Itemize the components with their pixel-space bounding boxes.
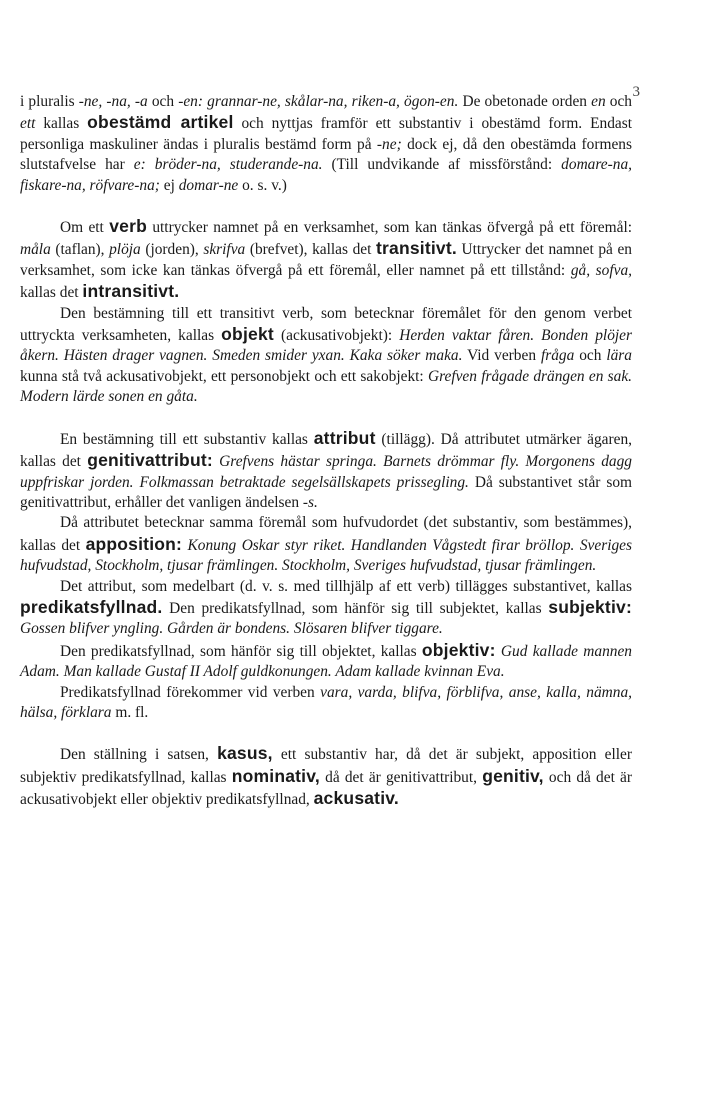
text-run: kallas — [35, 115, 88, 133]
grammar-term: objekt — [221, 324, 274, 345]
grammar-term: subjektiv: — [548, 596, 632, 617]
example-text: vara, varda, blifva, förblifva, anse, kalla, nämna, hälsa, förklara — [20, 683, 632, 721]
grammar-term: genitiv, — [482, 765, 544, 786]
text-run: De obetonade orden — [458, 93, 592, 110]
text-run: Vid verben — [462, 347, 541, 365]
example-text: Grefvens hästar springa. Barnets drömmar fly. Morgonens dagg uppfriskar jorden. Folkmassan betraktade segelsällskapets prissegling. — [20, 453, 632, 491]
text-run: (ackusativobjekt): — [273, 327, 400, 345]
text-run: och — [147, 93, 179, 110]
paragraph — [20, 92, 632, 196]
text-run: och — [605, 93, 633, 110]
example-text: -ne, -na, -a — [78, 93, 148, 110]
text-run: Det attribut, som medelbart (d. v. s. med tillhjälp af ett verb) tillägges substantivet, kallas — [60, 577, 632, 595]
text-run: dock ej, då den obestämda formens slutstafvelse har — [20, 135, 632, 174]
grammar-term: intransitivt. — [82, 281, 180, 302]
example-text: måla — [20, 241, 51, 259]
grammar-term: verb — [109, 216, 147, 237]
text-run: och nyttjas framför ett substantiv i obestämd form. Endast personliga maskuliner ändas i pluralis bestämd form på — [20, 115, 632, 153]
section-attributes — [20, 428, 632, 724]
text-run: (taflan), — [50, 241, 110, 259]
paragraph — [20, 577, 632, 640]
grammar-term: obestämd artikel — [87, 112, 234, 133]
text-run: En bestämning till ett substantiv kallas — [60, 430, 314, 448]
text-run: Predikatsfyllnad förekommer vid verben — [60, 683, 321, 701]
example-text: Herden vaktar fåren. Bonden plöjer åkern. Hästen drager vagnen. Smeden smider yxan. Kaka söker maka. — [20, 327, 632, 365]
example-text: plöja — [109, 241, 141, 259]
text-run: kunna stå två ackusativobjekt, ett personobjekt och ett sakobjekt: — [20, 367, 428, 385]
text-run: Uttrycker det namnet på en verksamhet, som icke kan tänkas öfvergå på ett föremål, eller namnet på ett tillstånd: — [20, 241, 632, 279]
example-text: -s. — [302, 493, 318, 511]
paragraph — [20, 743, 632, 810]
text-run: o. s. v.) — [238, 176, 287, 194]
section-verbs-objects — [20, 216, 632, 408]
grammar-term: attribut — [313, 427, 376, 448]
text-run: (Till undvikande af missförstånd: — [322, 156, 562, 174]
example-text: e: bröder-na, studerande-na. — [133, 156, 323, 174]
text-run: Den ställning i satsen, — [60, 746, 218, 764]
example-text: fråga — [540, 347, 575, 365]
grammar-term: objektiv: — [421, 639, 496, 660]
paragraph — [20, 216, 632, 304]
text-run: i pluralis — [20, 93, 79, 110]
text-run: ett substantiv har, då det är subjekt, apposition eller subjektiv predikatsfyllnad, kallas — [20, 746, 632, 786]
example-text: Gud kallade mannen Adam. Man kallade Gustaf II Adolf guldkonungen. Adam kallade kvinnan Eva. — [20, 642, 632, 681]
text-run: kallas det — [20, 284, 83, 302]
section-plural-articles — [20, 92, 632, 196]
grammar-term: kasus, — [217, 743, 273, 764]
example-text: -ne; — [376, 135, 402, 153]
grammar-term: ackusativ. — [313, 788, 399, 809]
text-run: Den bestämning till ett transitivt verb, som betecknar föremålet för den genom verbet uttryckta verksamheten, kallas — [20, 304, 632, 345]
text-run: uttrycker namnet på en verksamhet, som kan tänkas öfvergå på ett föremål: — [146, 219, 632, 237]
example-text: skrifva — [203, 241, 246, 259]
text-run: då det är genitivattribut, — [319, 768, 483, 786]
grammar-term: nominativ, — [231, 765, 320, 786]
example-text: Konung Oskar styr riket. Handlanden Vågstedt firar bröllop. Sveriges hufvudstad, Stockholm, tjusar främlingen. Stockholm, Sveriges hufvudstad, tjusar främlingen. — [20, 536, 632, 575]
example-text: domare-na, fiskare-na, röfvare-na; — [20, 156, 632, 194]
grammar-term: genitivattribut: — [87, 450, 213, 471]
text-run: och då det är ackusativobjekt eller objektiv predikatsfyllnad, — [20, 768, 632, 809]
example-text: en — [591, 93, 606, 110]
paragraph — [20, 640, 632, 683]
paragraph — [20, 513, 632, 576]
body-text — [20, 92, 632, 811]
example-text: Gossen blifver yngling. Gården är bondens. Slösaren blifver tiggare. — [20, 620, 443, 638]
section-cases — [20, 743, 632, 810]
paragraph — [20, 304, 632, 408]
paragraph — [20, 428, 632, 514]
example-text: -en: grannar-ne, skålar-na, riken-a, ögon-en. — [178, 93, 459, 110]
paragraph — [20, 683, 632, 724]
example-text: Grefven frågade drängen en sak. Modern lärde sonen en gåta. — [20, 367, 633, 406]
text-run: Den predikatsfyllnad, som hänför sig till objektet, kallas — [60, 642, 422, 660]
text-run: (brefvet), kallas det — [245, 241, 376, 259]
text-run: ej — [159, 176, 179, 194]
example-text: domar-ne — [178, 176, 239, 194]
text-run: (tillägg). Då attributet utmärker ägaren, kallas det — [20, 430, 632, 471]
text-run: Den predikatsfyllnad, som hänför sig till subjektet, kallas — [162, 599, 549, 617]
page-number: 3 — [632, 84, 640, 100]
example-text: gå, sofva, — [570, 261, 632, 279]
text-run: (jorden), — [140, 241, 204, 259]
text-run: Då attributet betecknar samma föremål som hufvudordet (det substantiv, som bestämmes), kallas det — [20, 514, 632, 554]
text-run: och — [574, 347, 607, 365]
text-run: m. fl. — [111, 703, 149, 721]
text-run: Då substantivet står som genitivattribut, erhåller det vanligen ändelsen — [20, 473, 633, 511]
grammar-term: transitivt. — [375, 238, 457, 259]
text-run: Om ett — [60, 219, 110, 237]
example-text: lära — [606, 347, 632, 365]
example-text: ett — [20, 115, 36, 133]
grammar-term: predikatsfyllnad. — [20, 596, 163, 617]
grammar-term: apposition: — [85, 533, 183, 554]
